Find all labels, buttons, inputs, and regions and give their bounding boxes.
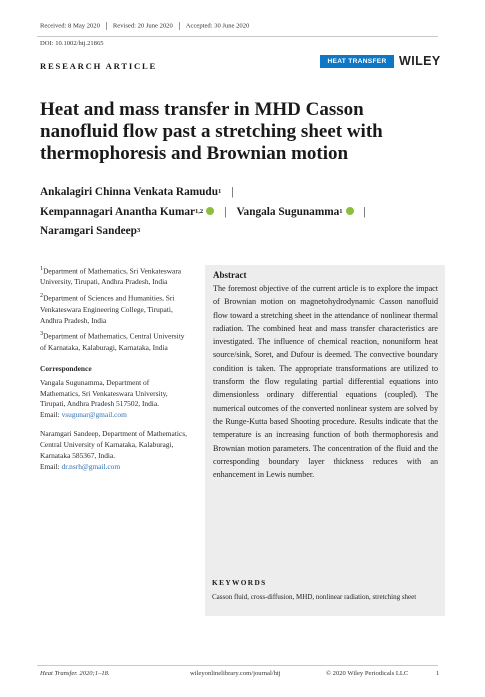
orcid-icon[interactable] bbox=[346, 207, 354, 215]
received-date: Received: 8 May 2020 bbox=[40, 22, 100, 30]
affiliation bbox=[40, 291, 190, 326]
affiliation-text: Department of Sciences and Humanities, Sri Venkateswara Engineering College, Tirupati, Andhra Pradesh, India bbox=[40, 293, 175, 325]
affiliation-marker: 1 bbox=[40, 266, 44, 272]
divider bbox=[179, 22, 180, 30]
correspondence-heading: Correspondence bbox=[40, 363, 92, 373]
affiliation-marker: 3 bbox=[40, 331, 44, 338]
affiliations-column bbox=[40, 264, 190, 476]
email-label: Email: bbox=[40, 462, 60, 471]
abstract-heading: Abstract bbox=[213, 270, 247, 280]
revised-date: Revised: 20 June 2020 bbox=[112, 22, 173, 30]
author-affiliation-marker: 1 bbox=[218, 188, 222, 195]
accepted-date: Accepted: 30 June 2020 bbox=[185, 22, 250, 30]
author-name: Vangala Sugunamma bbox=[236, 205, 340, 218]
author-affiliation-marker: 3 bbox=[136, 227, 141, 234]
publication-dates bbox=[40, 22, 249, 30]
divider: | bbox=[231, 186, 234, 198]
email-link[interactable]: dr.nsrh@gmail.com bbox=[61, 462, 121, 471]
email-link[interactable]: vsugunar@gmail.com bbox=[61, 410, 127, 420]
author-list bbox=[40, 183, 450, 242]
abstract-text: The foremost objective of the current article is to explore the impact of Brownian motion on magnetohydrodynamic Casson nanofluid flow toward a stretching sheet in the attendance of nonlinear thermal radiation. The combined heat and mass transfer characteristics are investigated. The influence of chemical reaction, nonuniform heat source/sink, Soret, and Dufour is deemed. The convective boundary condition is taken. The appropriate transformations are utilized to transform the flow regulating partial differential equations into dimensionless ordinary differential equations (coupled). The numerical outcomes of the converted nonlinear system are solved by the Runge-Kutta based Shooting procedure. Results indicate that the temperature is an increasing function of both thermophoresis and Brownian motion parameters. The concentration of the fluid and the corresponding boundary layer thickness reduces with an enhancement in Lewis number. bbox=[213, 284, 438, 480]
affiliation bbox=[40, 264, 190, 288]
journal-url[interactable]: wileyonlinelibrary.com/journal/htj bbox=[190, 670, 281, 677]
divider bbox=[106, 22, 107, 30]
author-line-3 bbox=[40, 222, 450, 242]
affiliation-marker: 2 bbox=[40, 293, 44, 300]
correspondence-text: Vangala Sugunamma, Department of Mathematics, Sri Venkateswara University, Tirupati, Andhra Pradesh 517502, India. bbox=[40, 377, 168, 409]
author-line-1 bbox=[40, 183, 450, 203]
author-affiliation-marker: 1 bbox=[339, 207, 343, 215]
correspondence-text: Naramgari Sandeep, Department of Mathematics, Central University of Karnataka, Kalaburagi, Karnataka 585367, India. bbox=[40, 429, 187, 461]
affiliation bbox=[40, 329, 190, 353]
keywords-heading: KEYWORDS bbox=[212, 578, 267, 587]
author-affiliation-marker: 1,2 bbox=[195, 207, 204, 215]
divider: | bbox=[224, 205, 227, 218]
header-rule bbox=[37, 36, 438, 37]
citation: Heat Transfer. 2020;1–18. bbox=[40, 670, 110, 677]
author-name: Naramgari Sandeep bbox=[40, 225, 137, 237]
author-line-2 bbox=[40, 203, 450, 223]
orcid-icon[interactable] bbox=[206, 207, 214, 215]
page-number: 1 bbox=[436, 670, 440, 677]
correspondence-entry bbox=[40, 378, 190, 422]
publisher-logo: WILEY bbox=[399, 54, 441, 68]
affiliation-text: Department of Mathematics, Central University of Karnataka, Kalaburagi, Karnataka, India bbox=[40, 331, 185, 352]
affiliation-text: Department of Mathematics, Sri Venkateswara University, Tirupati, Andhra Pradesh, India bbox=[40, 266, 182, 287]
copyright: © 2020 Wiley Periodicals LLC bbox=[326, 670, 409, 677]
email-label: Email: bbox=[40, 410, 60, 420]
article-type: RESEARCH ARTICLE bbox=[40, 61, 158, 71]
footer-rule bbox=[37, 665, 438, 666]
author-name: Kempannagari Anantha Kumar bbox=[40, 205, 196, 218]
divider: | bbox=[363, 205, 366, 218]
journal-badge: HEAT TRANSFER bbox=[320, 55, 394, 68]
correspondence-entry bbox=[40, 429, 190, 473]
paper-title: Heat and mass transfer in MHD Casson nanofluid flow past a stretching sheet with thermophoresis and Brownian motion bbox=[40, 99, 383, 164]
keywords-text: Casson fluid, cross-diffusion, MHD, nonlinear radiation, stretching sheet bbox=[212, 593, 417, 601]
doi-link[interactable]: DOI: 10.1002/htj.21865 bbox=[40, 40, 104, 47]
author-name: Ankalagiri Chinna Venkata Ramudu bbox=[40, 186, 218, 198]
